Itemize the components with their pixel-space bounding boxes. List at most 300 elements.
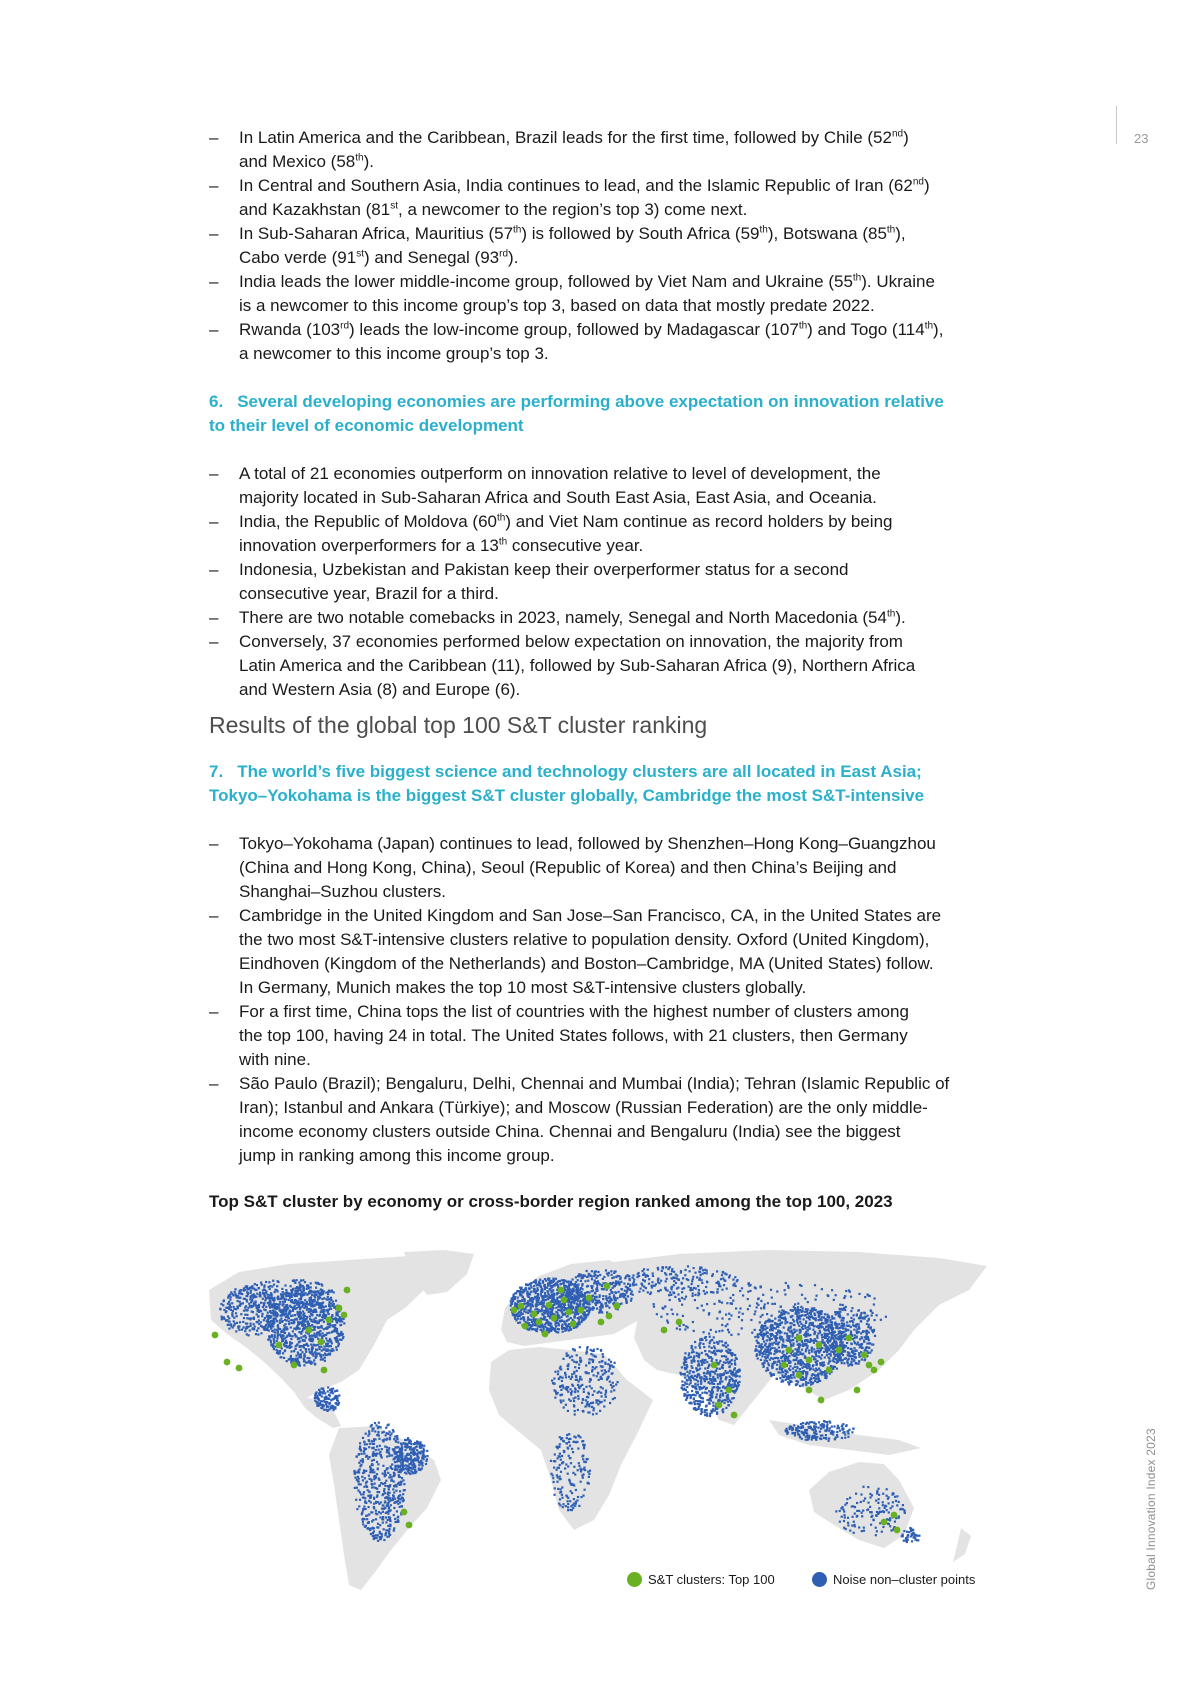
noise-point [547, 1329, 549, 1331]
noise-point [549, 1312, 551, 1314]
noise-point [542, 1302, 544, 1304]
noise-point [279, 1350, 281, 1352]
noise-point [613, 1389, 615, 1391]
noise-point [401, 1497, 403, 1499]
noise-point [297, 1311, 299, 1313]
noise-point [408, 1458, 410, 1460]
noise-point [263, 1304, 265, 1306]
noise-point [544, 1324, 546, 1326]
noise-point [355, 1499, 357, 1501]
noise-point [319, 1394, 321, 1396]
noise-point [543, 1328, 545, 1330]
noise-point [709, 1336, 711, 1338]
noise-point [691, 1345, 693, 1347]
noise-point [414, 1466, 416, 1468]
noise-point [541, 1309, 543, 1311]
noise-point [559, 1464, 561, 1466]
noise-point [598, 1312, 600, 1314]
noise-point [377, 1431, 379, 1433]
noise-point [725, 1362, 727, 1364]
noise-point [264, 1329, 266, 1331]
noise-point [577, 1293, 579, 1295]
noise-point [254, 1326, 256, 1328]
noise-point [587, 1291, 589, 1293]
noise-point [223, 1309, 225, 1311]
noise-point [567, 1410, 569, 1412]
noise-point [575, 1436, 577, 1438]
overperformer-bullet-item: – A total of 21 economies outperform on innovation relative to level of development, the majority located in Sub-Saharan Africa and South East Asia, East Asia, and Oceania. [209, 462, 989, 510]
noise-point [599, 1283, 601, 1285]
noise-point [394, 1465, 396, 1467]
noise-point [376, 1424, 378, 1426]
noise-point [395, 1490, 397, 1492]
noise-point [765, 1353, 767, 1355]
noise-point [315, 1348, 317, 1350]
noise-point [574, 1413, 576, 1415]
noise-point [296, 1302, 298, 1304]
section-6-title: Several developing economies are performing above expectation on innovation relative to their level of economic development [209, 392, 944, 435]
noise-point [386, 1439, 388, 1441]
noise-point [393, 1474, 395, 1476]
noise-point [734, 1362, 736, 1364]
noise-point [391, 1454, 393, 1456]
noise-point [557, 1373, 559, 1375]
noise-point [372, 1453, 374, 1455]
noise-point [250, 1317, 252, 1319]
noise-point [240, 1303, 242, 1305]
noise-point [251, 1299, 253, 1301]
noise-point [330, 1299, 332, 1301]
noise-point [618, 1284, 620, 1286]
noise-point [592, 1409, 594, 1411]
noise-point [712, 1387, 714, 1389]
noise-point [580, 1300, 582, 1302]
noise-point [390, 1466, 392, 1468]
noise-point [767, 1354, 769, 1356]
noise-point [229, 1294, 231, 1296]
noise-point [359, 1499, 361, 1501]
noise-point [237, 1300, 239, 1302]
noise-point [620, 1293, 622, 1295]
noise-point [376, 1494, 378, 1496]
noise-point [400, 1459, 402, 1461]
noise-point [596, 1290, 598, 1292]
noise-point [557, 1457, 559, 1459]
noise-point [282, 1301, 284, 1303]
noise-point [397, 1441, 399, 1443]
noise-point [558, 1503, 560, 1505]
running-title: Global Innovation Index 2023 [1144, 1428, 1158, 1590]
overperformer-bullet-item: – Indonesia, Uzbekistan and Pakistan keep their overperformer status for a second consecutive year, Brazil for a third. [209, 558, 989, 606]
noise-point [569, 1356, 571, 1358]
noise-point [309, 1297, 311, 1299]
noise-point [565, 1376, 567, 1378]
noise-point [824, 1320, 826, 1322]
noise-point [608, 1370, 610, 1372]
noise-point [615, 1384, 617, 1386]
noise-point [561, 1486, 563, 1488]
noise-point [300, 1298, 302, 1300]
noise-point [265, 1292, 267, 1294]
noise-point [569, 1438, 571, 1440]
noise-point [295, 1348, 297, 1350]
noise-point [699, 1339, 701, 1341]
noise-point [258, 1323, 260, 1325]
noise-point [550, 1473, 552, 1475]
noise-point [549, 1308, 551, 1310]
noise-point [687, 1394, 689, 1396]
noise-point [392, 1494, 394, 1496]
noise-point [233, 1324, 235, 1326]
noise-point [574, 1317, 576, 1319]
noise-point [317, 1296, 319, 1298]
noise-point [578, 1465, 580, 1467]
noise-point [582, 1399, 584, 1401]
noise-point [389, 1524, 391, 1526]
noise-point [326, 1340, 328, 1342]
noise-point [321, 1306, 323, 1308]
noise-point [325, 1348, 327, 1350]
noise-point [298, 1361, 300, 1363]
noise-point [233, 1317, 235, 1319]
noise-point [576, 1379, 578, 1381]
noise-point [738, 1381, 740, 1383]
noise-point [597, 1400, 599, 1402]
noise-point [266, 1294, 268, 1296]
noise-point [798, 1312, 800, 1314]
noise-point [774, 1357, 776, 1359]
noise-point [314, 1351, 316, 1353]
noise-point [266, 1321, 268, 1323]
noise-point [370, 1479, 372, 1481]
noise-point [806, 1371, 808, 1373]
noise-point [385, 1529, 387, 1531]
noise-point [699, 1347, 701, 1349]
noise-point [798, 1354, 800, 1356]
noise-point [235, 1294, 237, 1296]
noise-point [568, 1376, 570, 1378]
noise-point [572, 1278, 574, 1280]
noise-point [552, 1477, 554, 1479]
noise-point [312, 1305, 314, 1307]
noise-point [384, 1492, 386, 1494]
noise-point [707, 1367, 709, 1369]
noise-point [311, 1338, 313, 1340]
noise-point [827, 1363, 829, 1365]
noise-point [377, 1523, 379, 1525]
noise-point [273, 1297, 275, 1299]
noise-point [365, 1485, 367, 1487]
noise-point [562, 1506, 564, 1508]
noise-point [238, 1329, 240, 1331]
noise-point [286, 1342, 288, 1344]
noise-point [270, 1317, 272, 1319]
noise-point [575, 1289, 577, 1291]
noise-point [709, 1375, 711, 1377]
overperformer-bullet-item: – Conversely, 37 economies performed below expectation on innovation, the majority from Latin America and the Caribbean (11), followed by Sub-Saharan Africa (9), Northern Africa and Western Asia (8) and Europe (6). [209, 630, 989, 702]
noise-point [762, 1353, 764, 1355]
noise-point [722, 1394, 724, 1396]
noise-point [561, 1303, 563, 1305]
noise-point [792, 1345, 794, 1347]
noise-point [691, 1390, 693, 1392]
noise-point [325, 1403, 327, 1405]
noise-point [562, 1377, 564, 1379]
noise-point [705, 1376, 707, 1378]
noise-point [612, 1366, 614, 1368]
noise-point [565, 1374, 567, 1376]
noise-point [584, 1406, 586, 1408]
noise-point [555, 1311, 557, 1313]
noise-point [695, 1367, 697, 1369]
noise-point [361, 1453, 363, 1455]
noise-point [571, 1292, 573, 1294]
noise-point [575, 1389, 577, 1391]
noise-point [704, 1367, 706, 1369]
noise-point [597, 1280, 599, 1282]
noise-point [271, 1286, 273, 1288]
noise-point [298, 1346, 300, 1348]
noise-point [333, 1306, 335, 1308]
noise-point [714, 1410, 716, 1412]
noise-point [835, 1334, 837, 1336]
noise-point [376, 1537, 378, 1539]
noise-point [570, 1509, 572, 1511]
noise-point [553, 1481, 555, 1483]
noise-point [386, 1468, 388, 1470]
noise-point [413, 1454, 415, 1456]
noise-point [378, 1491, 380, 1493]
noise-point [723, 1402, 725, 1404]
noise-point [605, 1302, 607, 1304]
noise-point [597, 1392, 599, 1394]
noise-point [765, 1343, 767, 1345]
noise-point [328, 1345, 330, 1347]
noise-point [551, 1380, 553, 1382]
noise-point [329, 1338, 331, 1340]
noise-point [587, 1285, 589, 1287]
noise-point [586, 1458, 588, 1460]
noise-point [619, 1296, 621, 1298]
noise-point [556, 1331, 558, 1333]
noise-point [366, 1443, 368, 1445]
noise-point [559, 1478, 561, 1480]
noise-point [362, 1521, 364, 1523]
noise-point [701, 1352, 703, 1354]
noise-point [225, 1310, 227, 1312]
noise-point [531, 1321, 533, 1323]
noise-point [311, 1346, 313, 1348]
noise-point [711, 1339, 713, 1341]
noise-point [697, 1400, 699, 1402]
noise-point [356, 1487, 358, 1489]
noise-point [383, 1488, 385, 1490]
noise-point [704, 1359, 706, 1361]
noise-point [570, 1462, 572, 1464]
noise-point [596, 1402, 598, 1404]
noise-point [325, 1409, 327, 1411]
noise-point [264, 1289, 266, 1291]
noise-point [544, 1288, 546, 1290]
noise-point [243, 1317, 245, 1319]
noise-point [576, 1325, 578, 1327]
noise-point [602, 1295, 604, 1297]
noise-point [567, 1473, 569, 1475]
noise-point [690, 1394, 692, 1396]
noise-point [326, 1309, 328, 1311]
noise-point [604, 1399, 606, 1401]
noise-point [568, 1299, 570, 1301]
noise-point [574, 1366, 576, 1368]
noise-point [716, 1393, 718, 1395]
noise-point [377, 1463, 379, 1465]
noise-point [382, 1511, 384, 1513]
noise-point [309, 1351, 311, 1353]
noise-point [246, 1314, 248, 1316]
noise-point [393, 1491, 395, 1493]
noise-point [727, 1404, 729, 1406]
noise-point [247, 1292, 249, 1294]
noise-point [577, 1275, 579, 1277]
noise-point [520, 1317, 522, 1319]
noise-point [713, 1342, 715, 1344]
noise-point [587, 1392, 589, 1394]
noise-point [315, 1282, 317, 1284]
noise-point [253, 1303, 255, 1305]
noise-point [807, 1308, 809, 1310]
noise-point [589, 1309, 591, 1311]
noise-point [371, 1471, 373, 1473]
noise-point [586, 1403, 588, 1405]
noise-point [277, 1335, 279, 1337]
noise-point [796, 1315, 798, 1317]
noise-point [239, 1297, 241, 1299]
noise-point [368, 1433, 370, 1435]
noise-point [587, 1396, 589, 1398]
noise-point [248, 1288, 250, 1290]
noise-point [311, 1351, 313, 1353]
noise-point [362, 1523, 364, 1525]
noise-point [219, 1308, 221, 1310]
overperformer-bullet-item: – There are two notable comebacks in 2023, namely, Senegal and North Macedonia (54th). [209, 606, 989, 630]
noise-point [268, 1335, 270, 1337]
noise-point [358, 1481, 360, 1483]
noise-point [550, 1282, 552, 1284]
noise-point [394, 1461, 396, 1463]
noise-point [276, 1340, 278, 1342]
noise-point [560, 1488, 562, 1490]
noise-point [592, 1413, 594, 1415]
noise-point [532, 1328, 534, 1330]
noise-point [369, 1466, 371, 1468]
noise-point [261, 1284, 263, 1286]
noise-point [249, 1329, 251, 1331]
noise-point [560, 1316, 562, 1318]
noise-point [315, 1317, 317, 1319]
noise-point [587, 1411, 589, 1413]
noise-point [256, 1293, 258, 1295]
noise-point [720, 1390, 722, 1392]
noise-point [529, 1319, 531, 1321]
noise-point [393, 1507, 395, 1509]
regional-leader-bullet-item: – Rwanda (103rd) leads the low-income group, followed by Madagascar (107th) and Togo (114th), a newcomer to this income group’s top 3. [209, 318, 989, 366]
noise-point [255, 1333, 257, 1335]
noise-point [268, 1330, 270, 1332]
noise-point [527, 1305, 529, 1307]
noise-point [689, 1372, 691, 1374]
noise-point [397, 1446, 399, 1448]
noise-point [283, 1357, 285, 1359]
noise-point [604, 1393, 606, 1395]
noise-point [379, 1445, 381, 1447]
noise-point [798, 1325, 800, 1327]
noise-point [525, 1311, 527, 1313]
noise-point [573, 1404, 575, 1406]
noise-point [824, 1313, 826, 1315]
noise-point [553, 1383, 555, 1385]
noise-point [739, 1370, 741, 1372]
noise-point [535, 1282, 537, 1284]
noise-point [555, 1303, 557, 1305]
noise-point [312, 1335, 314, 1337]
noise-point [247, 1326, 249, 1328]
noise-point [571, 1301, 573, 1303]
noise-point [705, 1388, 707, 1390]
noise-point [388, 1500, 390, 1502]
noise-point [704, 1391, 706, 1393]
noise-point [408, 1465, 410, 1467]
noise-point [324, 1353, 326, 1355]
noise-point [338, 1343, 340, 1345]
noise-point [290, 1289, 292, 1291]
noise-point [403, 1442, 405, 1444]
noise-point [523, 1318, 525, 1320]
noise-point [313, 1299, 315, 1301]
noise-point [580, 1481, 582, 1483]
noise-point [568, 1479, 570, 1481]
noise-point [570, 1281, 572, 1283]
noise-point [590, 1349, 592, 1351]
noise-point [288, 1299, 290, 1301]
noise-point [609, 1366, 611, 1368]
noise-point [315, 1293, 317, 1295]
noise-point [558, 1315, 560, 1317]
noise-point [770, 1352, 772, 1354]
world-map-svg [209, 1250, 989, 1595]
noise-point [387, 1536, 389, 1538]
noise-point [766, 1327, 768, 1329]
noise-point [236, 1322, 238, 1324]
noise-point [271, 1336, 273, 1338]
noise-point [263, 1302, 265, 1304]
noise-point [708, 1399, 710, 1401]
noise-point [529, 1283, 531, 1285]
noise-point [577, 1469, 579, 1471]
noise-point [391, 1463, 393, 1465]
noise-point [608, 1272, 610, 1274]
noise-point [370, 1468, 372, 1470]
noise-point [296, 1335, 298, 1337]
noise-point [393, 1431, 395, 1433]
noise-point [382, 1518, 384, 1520]
noise-point [810, 1381, 812, 1383]
noise-point [547, 1298, 549, 1300]
noise-point [688, 1383, 690, 1385]
noise-point [314, 1336, 316, 1338]
noise-point [407, 1460, 409, 1462]
noise-point [221, 1316, 223, 1318]
noise-point [313, 1359, 315, 1361]
